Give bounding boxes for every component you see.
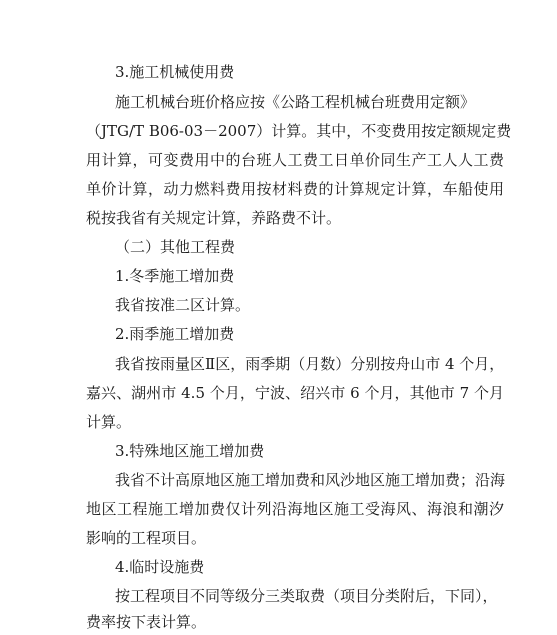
paragraph-line: （JTG/T B06-03－2007）计算。其中，不变费用按定额规定费 xyxy=(86,122,512,140)
paragraph-line: 影响的工程项目。 xyxy=(86,529,207,547)
paragraph-line: 用计算，可变费用中的台班人工费工日单价同生产工人人工费 xyxy=(86,151,504,169)
paragraph-line: 我省按准二区计算。 xyxy=(115,296,251,314)
paragraph-line: 计算。 xyxy=(86,413,132,431)
subheading-winter-construction: 1.冬季施工增加费 xyxy=(115,267,235,285)
paragraph-line: 单价计算，动力燃料费用按材料费的计算规定计算，车船使用 xyxy=(86,180,504,198)
subheading-rainy-season: 2.雨季施工增加费 xyxy=(115,325,235,343)
paragraph-line: 费率按下表计算。 xyxy=(86,613,207,631)
paragraph-line: 我省不计高原地区施工增加费和风沙地区施工增加费；沿海 xyxy=(115,471,506,489)
section-heading-machinery-fee: 3.施工机械使用费 xyxy=(115,63,235,81)
section-heading-other-fees: （二）其他工程费 xyxy=(115,238,236,256)
paragraph-line: 按工程项目不同等级分三类取费（项目分类附后，下同）， xyxy=(115,587,498,605)
subheading-temporary-facilities: 4.临时设施费 xyxy=(115,558,205,576)
paragraph-line: 施工机械台班价格应按《公路工程机械台班费用定额》 xyxy=(115,93,476,111)
paragraph-line: 嘉兴、湖州市 4.5 个月，宁波、绍兴市 6 个月，其他市 7 个月 xyxy=(86,384,504,402)
paragraph-line: 税按我省有关规定计算，养路费不计。 xyxy=(86,209,342,227)
subheading-special-region: 3.特殊地区施工增加费 xyxy=(115,442,265,460)
paragraph-line: 地区工程施工增加费仅计列沿海地区施工受海风、海浪和潮汐 xyxy=(86,500,504,518)
paragraph-line: 我省按雨量区Ⅱ区，雨季期（月数）分别按舟山市 4 个月， xyxy=(115,355,505,373)
